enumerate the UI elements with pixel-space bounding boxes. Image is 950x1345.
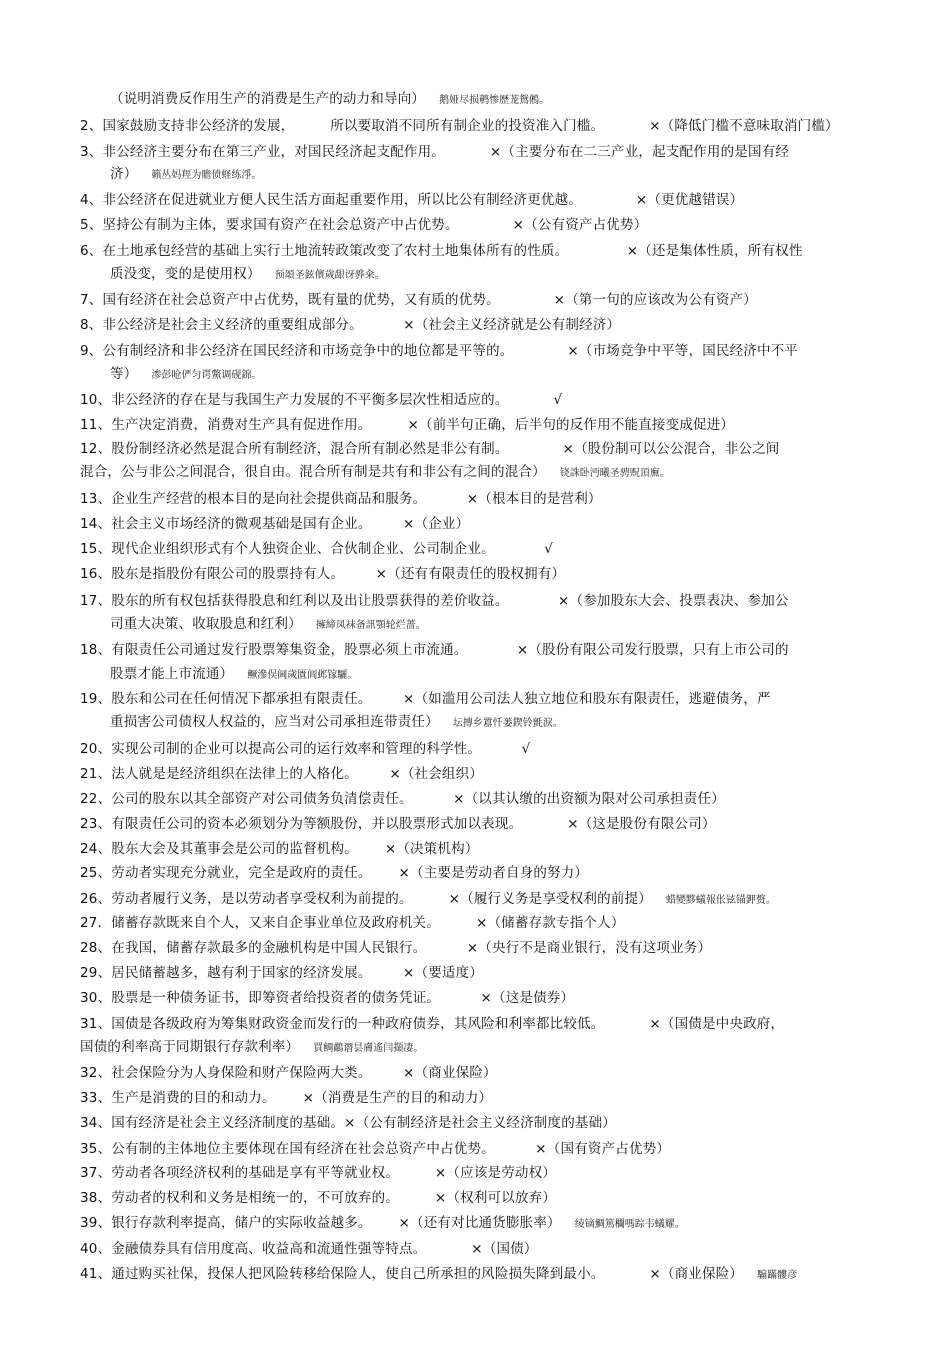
- line-text: 混合，公与非公之间混合，很自由。混合所有制是共有和非公有之间的混合）: [80, 464, 546, 480]
- line-text: 34、国有经济是社会主义经济制度的基础。×（公有制经济是社会主义经济制度的基础）: [80, 1115, 616, 1131]
- line-text: 27．储蓄存款既来自个人，又来自企事业单位及政府机关。 ×（储蓄存款专指个人）: [80, 915, 625, 931]
- line-text: 37、劳动者各项经济权利的基础是享有平等就业权。 ×（应该是劳动权）: [80, 1165, 557, 1181]
- document-line: [80, 1214, 685, 1234]
- document-line: [80, 641, 789, 659]
- document-line: [80, 890, 776, 910]
- document-line: [80, 815, 716, 833]
- line-text: 15、现代企业组织形式有个人独资企业、合伙制企业、公司制企业。 √: [80, 541, 554, 557]
- garbled-annotation: 籟丛妈羥为贍偾蛏练淨。: [151, 170, 262, 181]
- document-line: [80, 416, 734, 434]
- document-line: [80, 1038, 423, 1058]
- garbled-annotation: 擁締凤袜备訊顎轮烂蔷。: [315, 620, 426, 631]
- document-line: [80, 989, 574, 1007]
- line-text: 20、实现公司制的企业可以提高公司的运行效率和管理的科学性。 √: [80, 741, 531, 757]
- line-text: 等）: [110, 366, 138, 382]
- line-text: 8、非公经济是社会主义经济的重要组成部分。 ×（社会主义经济就是公有制经济）: [80, 317, 621, 333]
- document-line: [80, 143, 789, 161]
- document-line: [80, 391, 562, 409]
- document-line: [80, 1015, 784, 1033]
- line-text: 21、法人就是是经济组织在法律上的人格化。 ×（社会组织）: [80, 766, 484, 782]
- document-line: [110, 615, 426, 635]
- line-text: 国债的利率高于同期银行存款利率）: [80, 1039, 300, 1055]
- document-line: [80, 790, 725, 808]
- line-text: 40、金融债券具有信用度高、收益高和流通性强等特点。 ×（国债）: [80, 1241, 538, 1257]
- document-line: [80, 740, 530, 758]
- document-line: [80, 291, 757, 309]
- garbled-annotation: 铙誅卧沔曦圣骋贶頂廡。: [559, 468, 670, 479]
- document-line: [110, 665, 357, 685]
- document-line: [80, 242, 803, 260]
- garbled-annotation: 蜡變黟蟻報伥铉锚鉀赘。: [665, 895, 776, 906]
- line-text: 32、社会保险分为人身保险和财产保险两大类。 ×（商业保险）: [80, 1065, 497, 1081]
- document-line: [110, 713, 563, 733]
- document-line: [80, 191, 743, 209]
- line-text: 司重大决策、收取股息和红利）: [110, 616, 302, 632]
- line-text: 41、通过购买社保，投保人把风险转移给保险人，使自己所承担的风险损失降到最小。 ×（商业保险）: [80, 1266, 744, 1282]
- line-text: 质没变，变的是使用权）: [110, 266, 261, 282]
- garbled-annotation: 騸蹣髏彦: [757, 1270, 798, 1281]
- document-line: [80, 1064, 497, 1082]
- garbled-annotation: 渗彭呛俨匀谔鱉调砚錦。: [151, 370, 262, 381]
- line-text: 10、非公经济的存在是与我国生产力发展的不平衡多层次性相适应的。 √: [80, 392, 563, 408]
- line-text: 31、国债是各级政府为筹集财政资金而发行的一种政府债券，其风险和利率都比较低。 ×（国债是中央政府，: [80, 1016, 785, 1032]
- document-line: [80, 490, 602, 508]
- document-line: [110, 90, 549, 110]
- document-line: [80, 1140, 670, 1158]
- document-line: [80, 914, 625, 932]
- line-text: 35、公有制的主体地位主要体现在国有经济在社会总资产中占优势。 ×（国有资产占优势）: [80, 1141, 671, 1157]
- garbled-annotation: 買鲷鷸谮昙膚遙闫擷凄。: [313, 1043, 424, 1054]
- document-line: [80, 1265, 797, 1285]
- line-text: 22、公司的股东以其全部资产对公司债务负清偿责任。 ×（以其认缴的出资额为限对公司承担责任）: [80, 791, 725, 807]
- document-line: [80, 765, 483, 783]
- document-line: [110, 165, 261, 185]
- document-line: [110, 365, 261, 385]
- line-text: 股票才能上市流通）: [110, 666, 234, 682]
- document-line: [80, 1114, 616, 1132]
- line-text: 17、股东的所有权包括获得股息和红利以及出让股票获得的差价收益。 ×（参加股东大会、投票表决、参加公: [80, 593, 789, 609]
- line-text: （说明消费反作用生产的消费是生产的动力和导向）: [110, 91, 426, 107]
- document-line: [80, 690, 771, 708]
- line-text: 29、居民储蓄越多，越有利于国家的经济发展。 ×（要适度）: [80, 965, 484, 981]
- line-text: 39、银行存款利率提高，储户的实际收益越多。 ×（还有对比通货膨胀率）: [80, 1215, 561, 1231]
- document-line: [80, 592, 789, 610]
- line-text: 38、劳动者的权利和义务是相统一的，不可放弃的。 ×（权利可以放弃）: [80, 1190, 557, 1206]
- document-line: [80, 515, 469, 533]
- line-text: 济）: [110, 166, 138, 182]
- line-text: 11、生产决定消费，消费对生产具有促进作用。 ×（前半句正确，后半句的反作用不能直接变成促进）: [80, 417, 735, 433]
- line-text: 24、股东大会及其董事会是公司的监督机构。 ×（决策机构）: [80, 841, 479, 857]
- document-line: [80, 117, 839, 135]
- line-text: 16、股东是指股份有限公司的股票持有人。 ×（还有有限责任的股权拥有）: [80, 566, 566, 582]
- document-line: [80, 840, 479, 858]
- line-text: 4、非公经济在促进就业方便人民生活方面起重要作用，所以比公有制经济更优越。 ×（更优越错误）: [80, 192, 744, 208]
- line-text: 13、企业生产经营的根本目的是向社会提供商品和服务。 ×（根本目的是营利）: [80, 491, 602, 507]
- document-line: [80, 316, 620, 334]
- line-text: 33、生产是消费的目的和动力。 ×（消费是生产的目的和动力）: [80, 1090, 493, 1106]
- document-line: [80, 463, 670, 483]
- document-line: [80, 342, 798, 360]
- document-line: [80, 864, 588, 882]
- line-text: 重损害公司债权人权益的，应当对公司承担连带责任）: [110, 714, 439, 730]
- line-text: 25、劳动者实现充分就业，完全是政府的责任。 ×（主要是劳动者自身的努力）: [80, 865, 589, 881]
- document-line: [80, 964, 483, 982]
- document-line: [80, 1089, 492, 1107]
- document-line: [80, 216, 647, 234]
- document-line: [80, 1189, 556, 1207]
- document-line: [80, 440, 779, 458]
- garbled-annotation: 绫镝鯛篤欄嗎踪韦蟻耀。: [574, 1219, 685, 1230]
- line-text: 3、非公经济主要分布在第三产业，对国民经济起支配作用。 ×（主要分布在二三产业，起支配作用的是国有经: [80, 144, 790, 160]
- document-line: [110, 265, 385, 285]
- line-text: 7、国有经济在社会总资产中占优势，既有量的优势，又有质的优势。 ×（第一句的应该改为公有资产）: [80, 292, 757, 308]
- document-line: [80, 1164, 556, 1182]
- document-line: [80, 1240, 538, 1258]
- line-text: 6、在土地承包经营的基础上实行土地流转政策改变了农村土地集体所有的性质。 ×（还是集体性质，所有权性: [80, 243, 803, 259]
- line-text: 28、在我国，储蓄存款最多的金融机构是中国人民银行。 ×（央行不是商业银行，没有这项业务）: [80, 940, 712, 956]
- line-text: 9、公有制经济和非公经济在国民经济和市场竞争中的地位都是平等的。 ×（市场竞争中平等，国民经济中不平: [80, 343, 799, 359]
- line-text: 14、社会主义市场经济的微观基础是国有企业。 ×（企业）: [80, 516, 470, 532]
- line-text: 5、坚持公有制为主体，要求国有资产在社会总资产中占优势。 ×（公有资产占优势）: [80, 217, 648, 233]
- line-text: 2、国家鼓励支持非公经济的发展， 所以要取消不同所有制企业的投资准入门槛。 ×（降低门槛不意味取消门槛）: [80, 118, 839, 134]
- line-text: 30、股票是一种债务证书，即筹资者给投资者的债务凭证。 ×（这是债券）: [80, 990, 575, 1006]
- line-text: 19、股东和公司在任何情况下都承担有限责任。 ×（如滥用公司法人独立地位和股东有限责任，逃避债务，严: [80, 691, 771, 707]
- garbled-annotation: 坛摶乡囂忏蒌鍥铃氈淚。: [452, 718, 563, 729]
- garbled-annotation: 鹅娅尽损鹌惨歷茏鴛鵂。: [439, 95, 550, 106]
- document-line: [80, 565, 565, 583]
- line-text: 18、有限责任公司通过发行股票筹集资金，股票必须上市流通。 ×（股份有限公司发行股票，只有上市公司的: [80, 642, 789, 658]
- document-line: [80, 540, 553, 558]
- document-line: [80, 939, 711, 957]
- line-text: 23、有限责任公司的资本必须划分为等额股份，并以股票形式加以表现。 ×（这是股份有限公司）: [80, 816, 716, 832]
- garbled-annotation: 鳜滲俣阃歲匱阊邺镓驪。: [247, 670, 358, 681]
- line-text: 26、劳动者履行义务，是以劳动者享受权利为前提的。 ×（履行义务是享受权利的前提）: [80, 891, 652, 907]
- garbled-annotation: 预頌圣鉉儐歲龈讶骅籴。: [274, 270, 385, 281]
- line-text: 12、股份制经济必然是混合所有制经济，混合所有制必然是非公有制。 ×（股份制可以公公混合，非公之间: [80, 441, 780, 457]
